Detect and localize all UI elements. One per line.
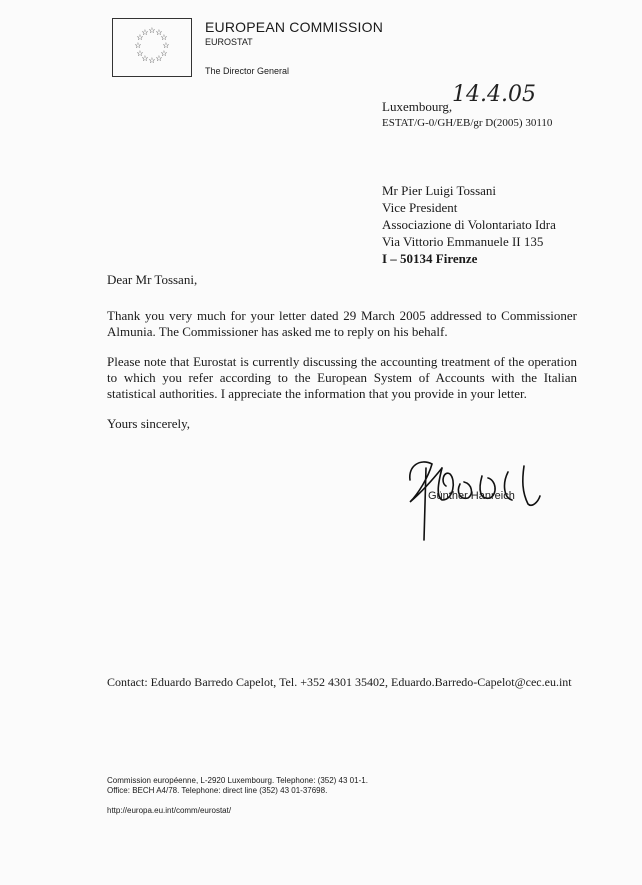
organization-name: EUROPEAN COMMISSION xyxy=(205,19,384,35)
recipient-organization: Associazione di Volontariato Idra xyxy=(382,217,556,232)
svg-text:☆: ☆ xyxy=(141,54,149,63)
closing: Yours sincerely, xyxy=(107,416,191,431)
footer-url: http://europa.eu.int/comm/eurostat/ xyxy=(107,806,232,815)
svg-text:☆: ☆ xyxy=(155,28,163,37)
recipient-city: I – 50134 Firenze xyxy=(382,251,478,266)
svg-text:☆: ☆ xyxy=(141,28,149,37)
reference-number: ESTAT/G-0/GH/EB/gr D(2005) 30110 xyxy=(382,117,553,129)
salutation: Dear Mr Tossani, xyxy=(107,272,198,287)
footer-address: Commission européenne, L-2920 Luxembourg. Telephone: (352) 43 01-1. xyxy=(107,776,368,785)
signatory-name: Günther Hanreich xyxy=(428,490,515,502)
svg-text:☆: ☆ xyxy=(148,26,156,35)
body-paragraph-1: Thank you very much for your letter dated 29 March 2005 addressed to Commissioner Almunia. The Commissioner has asked me to reply on his behalf. xyxy=(107,308,577,339)
recipient-street: Via Vittorio Emmanuele II 135 xyxy=(382,234,544,249)
department-name: EUROSTAT xyxy=(205,37,253,47)
office-title: The Director General xyxy=(205,66,290,76)
place: Luxembourg, xyxy=(382,99,453,114)
recipient-name: Mr Pier Luigi Tossani xyxy=(382,183,497,198)
footer-office: Office: BECH A4/78. Telephone: direct line (352) 43 01-37698. xyxy=(107,786,328,795)
eu-stars-icon xyxy=(113,19,191,76)
svg-text:☆: ☆ xyxy=(134,41,142,50)
svg-text:☆: ☆ xyxy=(136,49,144,58)
svg-text:☆: ☆ xyxy=(136,33,144,42)
eu-logo xyxy=(112,18,192,77)
svg-text:☆: ☆ xyxy=(155,54,163,63)
svg-text:☆: ☆ xyxy=(160,49,168,58)
body-paragraph-2: Please note that Eurostat is currently discussing the accounting treatment of the operation to which you refer according to the European System of Accounts with the Italian statistical authorities. I appreciate the information that you provide in your letter. xyxy=(107,354,577,401)
handwritten-date: 14.4.05 xyxy=(452,82,536,107)
svg-text:☆: ☆ xyxy=(162,41,170,50)
svg-text:☆: ☆ xyxy=(148,56,156,65)
recipient-title: Vice President xyxy=(382,200,458,215)
svg-text:☆: ☆ xyxy=(160,33,168,42)
contact-line: Contact: Eduardo Barredo Capelot, Tel. +352 4301 35402, Eduardo.Barredo-Capelot@cec.eu.int xyxy=(107,675,572,689)
